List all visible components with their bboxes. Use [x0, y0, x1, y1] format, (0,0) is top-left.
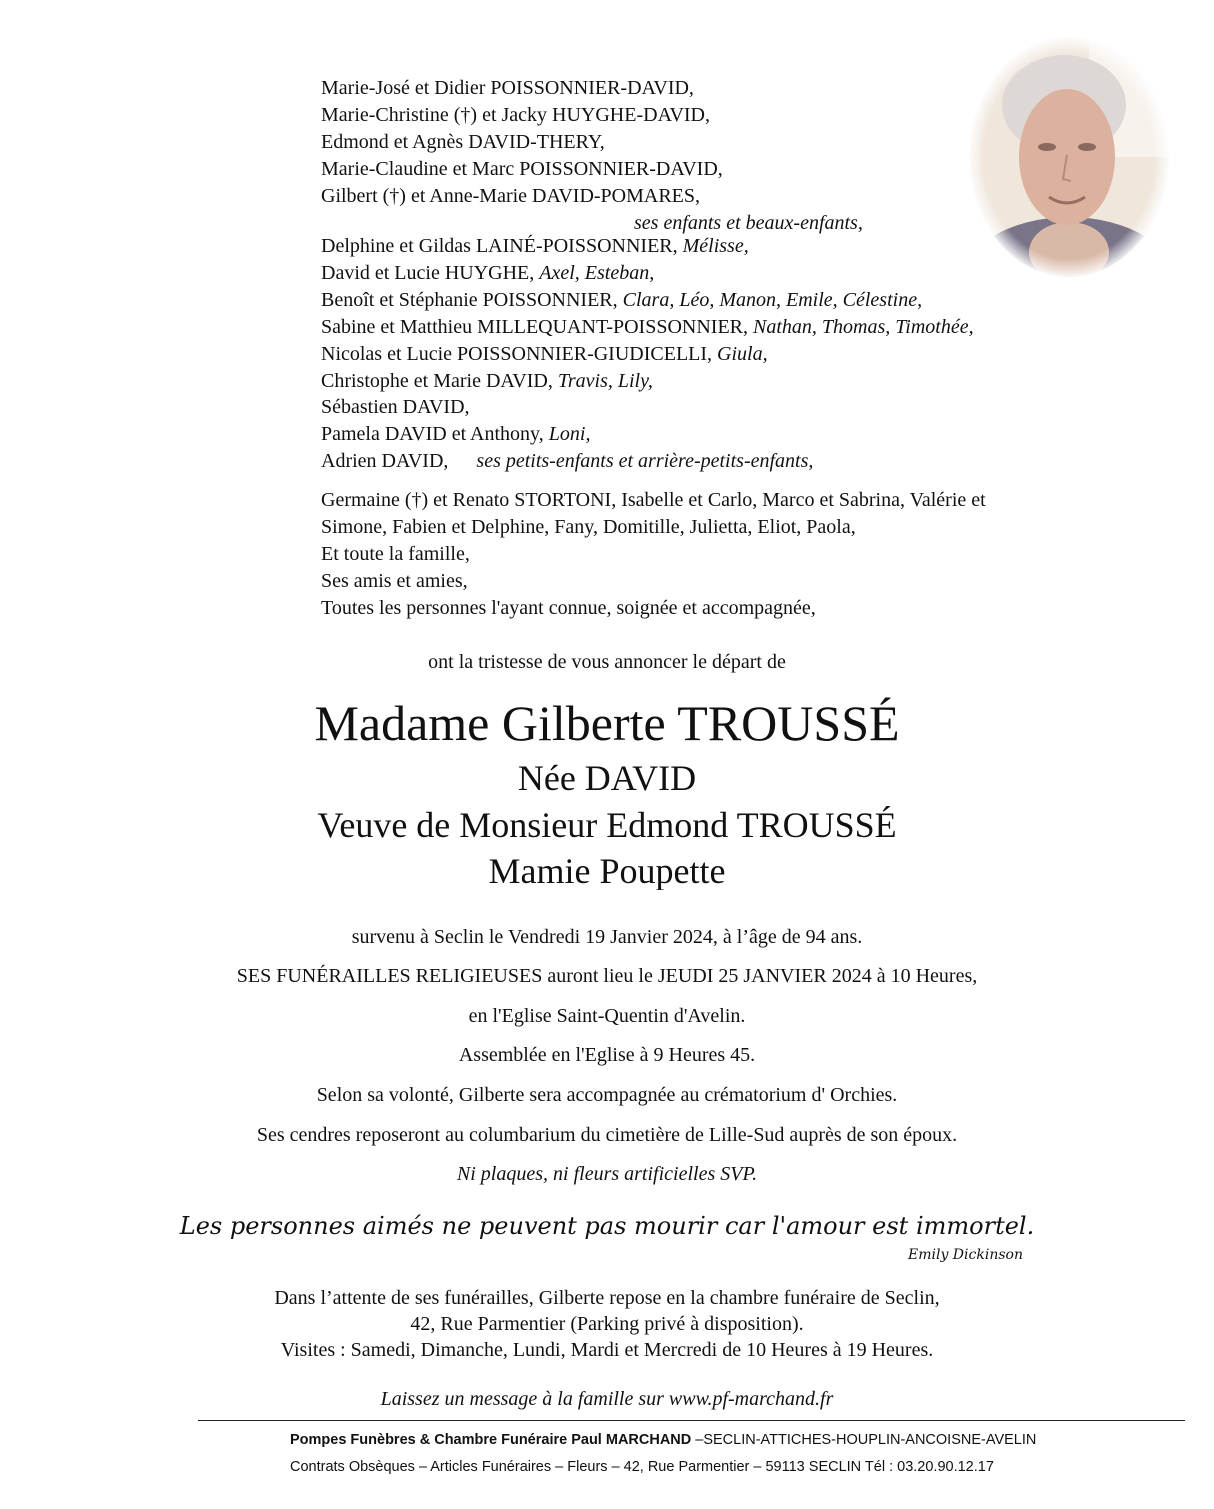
ashes-info: Ses cendres reposeront au columbarium du cimetière de Lille-Sud auprès de son époux.	[256, 1124, 958, 1146]
child-line: Marie-Claudine et Marc POISSONNIER-DAVID,	[321, 157, 723, 180]
grandchild-line	[321, 421, 974, 448]
assembly-time: Assemblée en l'Eglise à 9 Heures 45.	[458, 1044, 756, 1066]
children-list	[321, 75, 723, 210]
great-grandchildren: Giula,	[717, 342, 768, 365]
grandchild-line	[321, 233, 974, 260]
online-message: Laissez un message à la famille sur www.pf-marchand.fr	[380, 1388, 834, 1410]
memorial-quote: Les personnes aimés ne peuvent pas mourir car l'amour est immortel.	[179, 1212, 1035, 1240]
family-line: Toutes les personnes l'ayant connue, soignée et accompagnée,	[321, 596, 816, 619]
family-line: Ses amis et amies,	[321, 569, 468, 592]
cremation-info: Selon sa volonté, Gilberte sera accompagnée au crématorium d' Orchies.	[316, 1084, 898, 1106]
child-line: Marie-José et Didier POISSONNIER-DAVID,	[321, 77, 694, 99]
grandchild-line	[321, 314, 974, 341]
announcement-text: ont la tristesse de vous annoncer le départ de	[428, 651, 786, 673]
grandchild-line	[321, 394, 974, 421]
grandchild-line	[321, 448, 974, 475]
family-line: Simone, Fabien et Delphine, Fany, Domitille, Julietta, Eliot, Paola,	[321, 515, 856, 538]
grandchildren-caption: ses petits-enfants et arrière-petits-enfants,	[476, 450, 814, 473]
grandchild-names: Nicolas et Lucie POISSONNIER-GIUDICELLI,	[321, 342, 713, 365]
death-details: survenu à Seclin le Vendredi 19 Janvier 2024, à l’âge de 94 ans.	[351, 926, 863, 948]
company-name: Pompes Funèbres & Chambre Funéraire Paul MARCHAND	[290, 1432, 692, 1448]
child-line: Gilbert (†) et Anne-Marie DAVID-POMARES,	[321, 184, 701, 207]
funeral-details: SES FUNÉRAILLES RELIGIEUSES auront lieu le JEUDI 25 JANVIER 2024 à 10 Heures,	[236, 965, 978, 987]
grandchild-line	[321, 368, 974, 395]
extended-family-list	[321, 487, 986, 622]
children-caption: ses enfants et beaux-enfants,	[634, 212, 863, 234]
grandchildren-list	[321, 233, 974, 475]
great-grandchildren: Nathan, Thomas, Timothée,	[753, 315, 974, 338]
portrait-illustration	[969, 37, 1169, 277]
child-line: Edmond et Agnès DAVID-THERY,	[321, 130, 605, 153]
grandchild-names: Delphine et Gildas LAINÉ-POISSONNIER,	[321, 235, 678, 257]
church-name: en l'Eglise Saint-Quentin d'Avelin.	[468, 1005, 746, 1027]
grandchild-names: Pamela DAVID et Anthony,	[321, 423, 544, 446]
footer-company-line	[290, 1432, 1036, 1448]
grandchild-line	[321, 287, 974, 314]
great-grandchildren: Mélisse,	[682, 235, 749, 257]
quote-author: Emily Dickinson	[908, 1247, 1023, 1263]
grandchild-names: Sébastien DAVID,	[321, 396, 470, 419]
great-grandchildren: Travis, Lily,	[557, 369, 653, 392]
deceased-name: Madame Gilberte TROUSSÉ	[314, 695, 900, 751]
footer-divider	[198, 1420, 1185, 1421]
portrait-photo	[969, 37, 1169, 277]
grandchild-names: David et Lucie HUYGHE,	[321, 261, 535, 284]
family-line: Germaine (†) et Renato STORTONI, Isabelle et Carlo, Marco et Sabrina, Valérie et	[321, 489, 986, 511]
visiting-hours: Visites : Samedi, Dimanche, Lundi, Mardi et Mercredi de 10 Heures à 19 Heures.	[280, 1339, 934, 1361]
rest-address: 42, Rue Parmentier (Parking privé à disposition).	[410, 1313, 804, 1335]
grandchild-names: Adrien DAVID,	[321, 450, 449, 473]
grandchild-names: Benoît et Stéphanie POISSONNIER,	[321, 288, 618, 311]
maiden-name: Née DAVID	[517, 758, 697, 798]
great-grandchildren: Loni,	[548, 423, 591, 446]
footer-contact: Contrats Obsèques – Articles Funéraires – Fleurs – 42, Rue Parmentier – 59113 SECLIN Tél : 03.20.90.12.17	[290, 1459, 994, 1475]
company-locations: –SECLIN-ATTICHES-HOUPLIN-ANCOISNE-AVELIN	[691, 1432, 1037, 1448]
great-grandchildren: Axel, Esteban,	[539, 261, 655, 284]
grandchild-names: Christophe et Marie DAVID,	[321, 369, 553, 392]
child-line: Marie-Christine (†) et Jacky HUYGHE-DAVID,	[321, 103, 710, 126]
nickname: Mamie Poupette	[488, 851, 726, 890]
family-line: Et toute la famille,	[321, 542, 470, 565]
rest-location: Dans l’attente de ses funérailles, Gilberte repose en la chambre funéraire de Seclin,	[274, 1287, 940, 1309]
flowers-request: Ni plaques, ni fleurs artificielles SVP.	[456, 1163, 758, 1185]
grandchild-line	[321, 260, 974, 287]
grandchild-names: Sabine et Matthieu MILLEQUANT-POISSONNIER,	[321, 315, 749, 338]
widow-of: Veuve de Monsieur Edmond TROUSSÉ	[317, 805, 897, 845]
grandchild-line	[321, 341, 974, 368]
great-grandchildren: Clara, Léo, Manon, Emile, Célestine,	[622, 288, 923, 311]
